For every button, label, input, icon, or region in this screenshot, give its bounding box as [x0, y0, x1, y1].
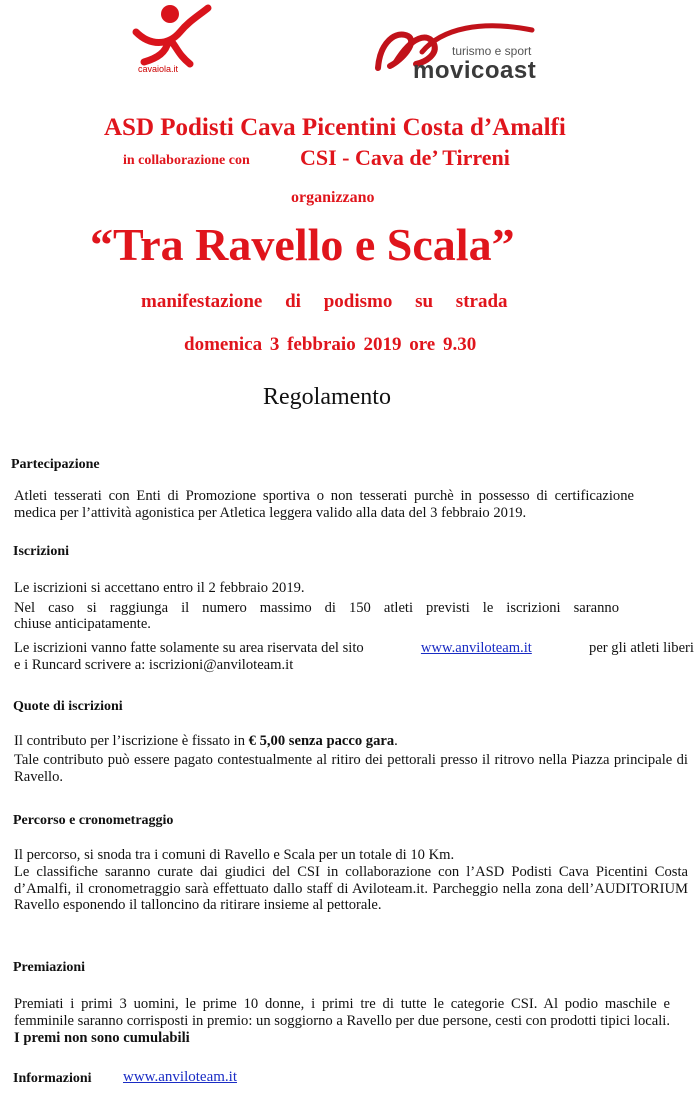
quote-fee-text: Il contributo per l’iscrizione è fissato in — [14, 733, 245, 749]
regolamento-heading: Regolamento — [263, 384, 391, 410]
percorso-heading: Percorso e cronometraggio — [13, 813, 174, 828]
quote-fee-period: . — [394, 733, 398, 749]
percorso-body — [14, 847, 688, 914]
event-subtitle: manifestazione di podismo su strada — [141, 291, 508, 312]
organizer-title: ASD Podisti Cava Picentini Costa d’Amalfi — [104, 114, 566, 141]
iscrizioni-email-line: e i Runcard scrivere a: iscrizioni@anviloteam.it — [14, 657, 294, 673]
collab-name: CSI - Cava de’ Tirreni — [300, 145, 510, 170]
quote-fee-amount: € 5,00 senza pacco gara — [248, 733, 395, 749]
iscrizioni-online-text: Le iscrizioni vanno fatte solamente su area riservata del sito — [14, 640, 364, 656]
iscrizioni-online-line — [14, 640, 694, 657]
premiazioni-body — [14, 996, 670, 1046]
collab-label: in collaborazione con — [123, 153, 250, 168]
iscrizioni-max-athletes: Nel caso si raggiunga il numero massimo di 150 atleti previsti le iscrizioni saranno — [14, 600, 619, 616]
informazioni-link[interactable]: www.anviloteam.it — [123, 1069, 238, 1085]
cavaiola-logo-caption: cavaiola.it — [138, 64, 179, 74]
iscrizioni-heading: Iscrizioni — [13, 544, 69, 559]
partecipazione-text: Atleti tesserati con Enti di Promozione sportiva o non tesserati purchè in possesso di certificazione medica per l’attività agonistica per Atletica leggera valido alla data del 3 febbraio 2019. — [14, 488, 634, 521]
movicoast-wordmark: movicoast — [413, 57, 537, 84]
partecipazione-heading: Partecipazione — [11, 457, 100, 472]
premiazioni-heading: Premiazioni — [13, 960, 86, 975]
organizzano-label: organizzano — [291, 189, 375, 206]
movicoast-tagline: turismo e sport — [452, 44, 532, 58]
iscrizioni-deadline: Le iscrizioni si accettano entro il 2 febbraio 2019. — [14, 580, 305, 596]
premiazioni-text: Premiati i primi 3 uomini, le prime 10 donne, i primi tre di tutte le categorie CSI. Al podio maschile e femminile saranno corrisposti in premio: un soggiorno a Ravello per due persone, cesti con prodotti tipici locali. — [14, 996, 670, 1029]
event-title: “Tra Ravello e Scala” — [90, 219, 515, 270]
percorso-timing-text: Le classifiche saranno curate dai giudici del CSI in collaborazione con l’ASD Podisti Cava Picentini Costa d’Amalfi, il cronometraggio sarà effettuato dallo staff di Aviloteam.it. Parcheggio nella zona dell’AUDITORIUM Ravello esponendo il talloncino da ritirare insieme al pettorale. — [14, 863, 688, 914]
event-date: domenica 3 febbraio 2019 ore 9.30 — [184, 334, 477, 355]
quote-fee-line — [14, 733, 694, 750]
iscrizioni-online-tail: per gli atleti liberi — [589, 640, 694, 656]
anviloteam-link[interactable]: www.anviloteam.it — [420, 640, 532, 656]
percorso-route-text: Il percorso, si snoda tra i comuni di Ravello e Scala per un totale di 10 Km. — [14, 847, 455, 863]
premiazioni-note: I premi non sono cumulabili — [14, 1029, 190, 1046]
quote-payment-text: Tale contributo può essere pagato contestualmente al ritiro dei pettorali presso il ritrovo nella Piazza principale di Ravello. — [14, 752, 688, 785]
iscrizioni-closing: chiuse anticipatamente. — [14, 616, 151, 632]
informazioni-heading: Informazioni — [13, 1071, 92, 1086]
quote-heading: Quote di iscrizioni — [13, 699, 123, 714]
